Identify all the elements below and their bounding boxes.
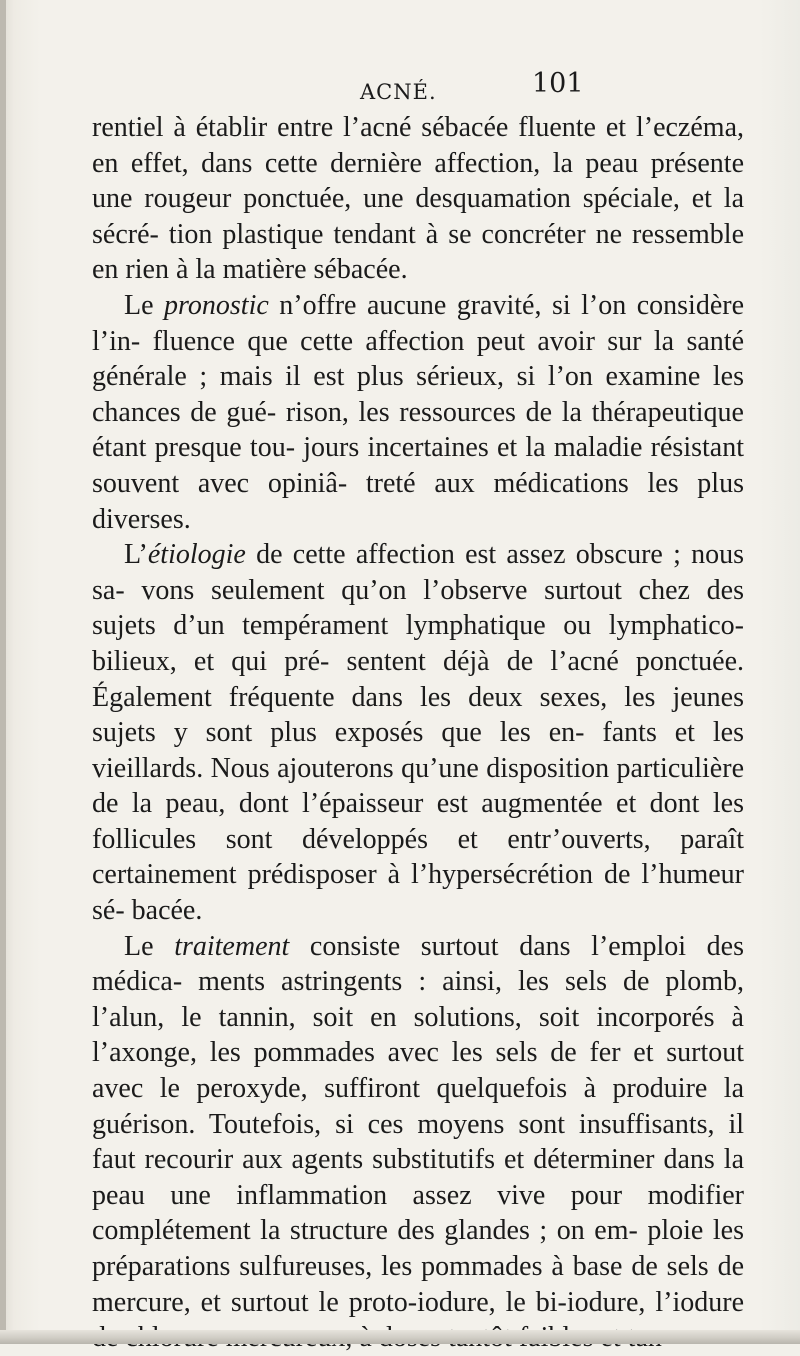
paragraph-body: consiste surtout dans l’emploi des médica- ments astringents : ainsi, les sels de plomb, l’alun, le tannin, soit en solutions, soit incorporés à l’axonge, les pommades avec les sels de fer et surtout avec le peroxyde, suffiront quelquefois à produire la guérison. Toutefois, si ces moyens sont insuffisants, il faut recourir aux agents substitutifs et déterminer dans la peau une inflammation assez vive pour modifier complétement la structure des glandes ; on em- ploie les préparations sulfureuses, les pommades à base de sels de mercure, et surtout le proto-iodure, le bi-iodure, l’iodure <box>92 930 745 1318</box>
running-head: ACNÉ. <box>360 80 437 104</box>
paragraph-traitement <box>92 929 744 1356</box>
page-number: 101 <box>532 68 584 99</box>
paragraph-prefix: L’ <box>124 539 148 571</box>
paragraph-pronostic <box>92 288 744 537</box>
page-bottom-edge <box>0 1330 800 1344</box>
page-binding-edge <box>0 0 6 1344</box>
paragraph-body: n’offre aucune gravité, si l’on considère l’in- fluence que cette affection peut avoir sur la santé générale ; mais il est plus sérieux, si l’on examine les chances de gué- rison, les ressources de la thérapeutique étant presque tou- jours incertaines et la maladie résistant souvent avec opiniâ- treté aux médications les plus diverses. <box>92 289 745 535</box>
paragraph-differential: rentiel à établir entre l’acné sébacée fluente et l’eczéma, en effet, dans cette dernière affection, la peau présente une rougeur ponctuée, une desquamation spéciale, et la sécré- tion plastique tendant à se concréter ne ressemble en rien à la matière sébacée. <box>92 112 744 286</box>
paragraph-body: de cette affection est assez obscure ; nous sa- vons seulement qu’on l’observe surtout chez des sujets d’un tempérament lymphatique ou lymphatico-bilieux, et qui pré- sentent déjà de l’acné ponctuée. Également fréquente dans les deux sexes, les jeunes sujets y sont plus exposés que les en- fants et les vieillards. Nous ajouterons qu’une disposition particulière de la peau, dont l’épaisseur est augmentée et dont les follicules sont développés et entr’ouverts, paraît certainement prédisposer à l’hypersécrétion de l’humeur sé- bacée. <box>92 539 744 927</box>
paragraph-prefix: Le <box>124 289 165 321</box>
paragraph-etiologie <box>92 537 744 929</box>
term-etiologie: étiologie <box>147 539 246 571</box>
paragraph-prefix: Le <box>124 930 175 962</box>
term-pronostic: pronostic <box>164 289 269 321</box>
body-text <box>92 110 744 1356</box>
term-traitement: traitement <box>174 930 290 962</box>
